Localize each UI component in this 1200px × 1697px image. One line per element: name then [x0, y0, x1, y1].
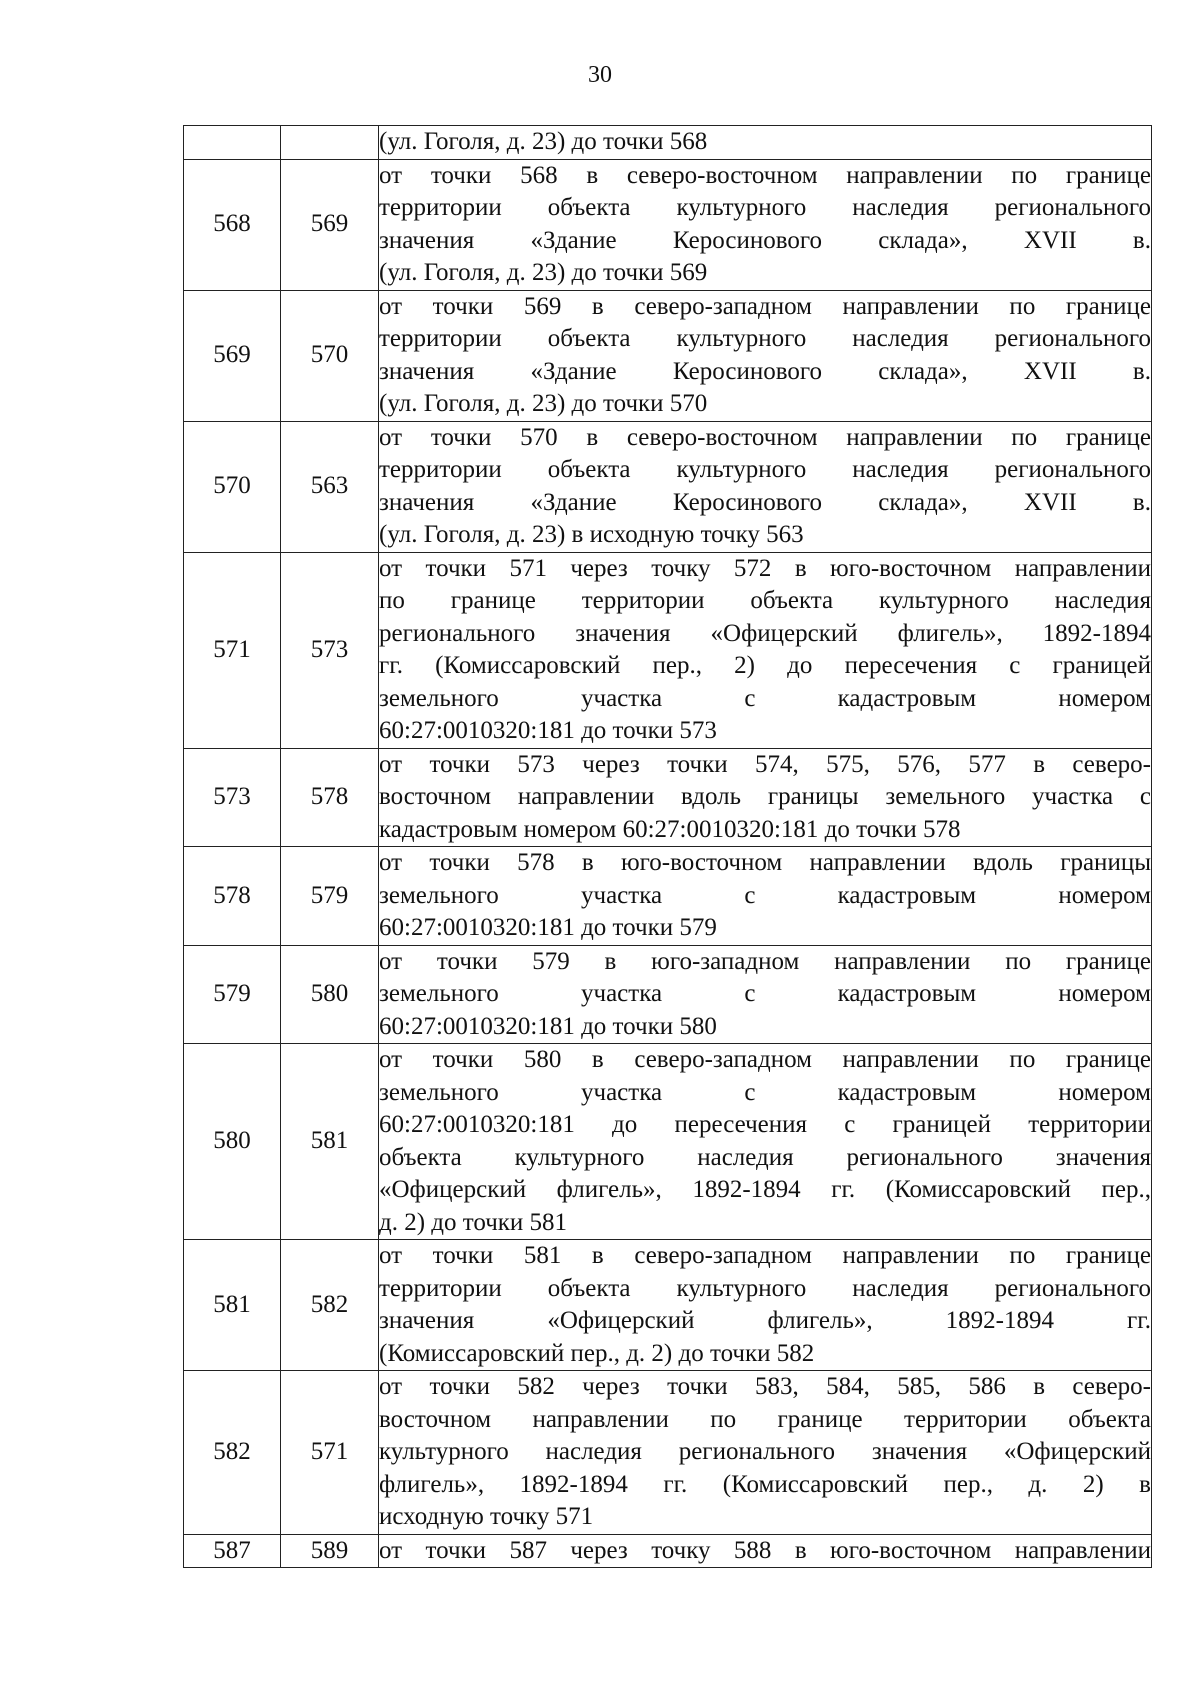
table-row — [184, 126, 1152, 160]
description-line: территории объекта культурного наследия регионального — [379, 325, 1151, 352]
to-point: 573 — [281, 552, 379, 748]
description-line: земельного участка с кадастровым номером — [379, 684, 1151, 712]
route-description — [379, 1371, 1152, 1535]
description-line: «Офицерский флигель», 1892-1894 гг. (Комиссаровский пер., — [379, 1176, 1151, 1203]
from-point: 580 — [184, 1044, 281, 1240]
table-row — [184, 1044, 1152, 1240]
to-point: 578 — [281, 748, 379, 847]
description-line: 60:27:0010320:181 до точки 579 — [379, 914, 717, 941]
description-line: гг. (Комиссаровский пер., 2) до пересечения с границей — [379, 652, 1151, 679]
description-line: 60:27:0010320:181 до точки 573 — [379, 717, 717, 744]
description-line: (ул. Гоголя, д. 23) до точки 568 — [379, 128, 708, 155]
from-point: 581 — [184, 1240, 281, 1371]
route-description — [379, 748, 1152, 847]
description-line: от точки 582 через точки 583, 584, 585, 586 в северо- — [379, 1373, 1151, 1400]
description-line: от точки 573 через точки 574, 575, 576, 577 в северо- — [379, 750, 1151, 778]
description-line: от точки 579 в юго-западном направлении по границе — [379, 947, 1151, 975]
to-point — [281, 126, 379, 160]
description-line: регионального значения «Офицерский флигель», 1892-1894 — [379, 619, 1151, 647]
description-line: земельного участка с кадастровым номером — [379, 980, 1151, 1007]
description-line: (ул. Гоголя, д. 23) до точки 570 — [379, 390, 708, 417]
from-point: 578 — [184, 847, 281, 946]
description-line: от точки 571 через точку 572 в юго-восточном направлении — [379, 554, 1151, 582]
description-line: территории объекта культурного наследия регионального — [379, 456, 1151, 483]
description-line: значения «Здание Керосинового склада», XVII в. — [379, 226, 1151, 254]
table-row — [184, 1534, 1152, 1568]
from-point: 573 — [184, 748, 281, 847]
description-line: (ул. Гоголя, д. 23) до точки 569 — [379, 259, 708, 286]
to-point: 579 — [281, 847, 379, 946]
description-line: земельного участка с кадастровым номером — [379, 1078, 1151, 1106]
from-point: 582 — [184, 1371, 281, 1535]
description-line: значения «Здание Керосинового склада», XVII в. — [379, 357, 1151, 385]
route-description — [379, 945, 1152, 1044]
to-point: 581 — [281, 1044, 379, 1240]
to-point: 563 — [281, 421, 379, 552]
description-line: от точки 587 через точку 588 в юго-восточном направлении — [379, 1536, 1151, 1564]
description-line: от точки 568 в северо-восточном направлении по границе — [379, 161, 1151, 189]
boundary-table — [183, 125, 1152, 1568]
route-description — [379, 847, 1152, 946]
description-line: объекта культурного наследия регионального значения — [379, 1143, 1151, 1171]
description-line: флигель», 1892-1894 гг. (Комиссаровский пер., д. 2) в — [379, 1470, 1151, 1498]
table-row — [184, 945, 1152, 1044]
to-point: 570 — [281, 290, 379, 421]
to-point: 580 — [281, 945, 379, 1044]
to-point: 582 — [281, 1240, 379, 1371]
description-line: культурного наследия регионального значения «Офицерский — [379, 1438, 1151, 1465]
description-line: 60:27:0010320:181 до пересечения с границей территории — [379, 1111, 1151, 1138]
table-row — [184, 552, 1152, 748]
from-point: 587 — [184, 1534, 281, 1568]
table-row — [184, 290, 1152, 421]
to-point: 589 — [281, 1534, 379, 1568]
route-description — [379, 126, 1152, 160]
table-row — [184, 1240, 1152, 1371]
description-line: значения «Офицерский флигель», 1892-1894 гг. — [379, 1307, 1151, 1334]
description-line: территории объекта культурного наследия регионального — [379, 1274, 1151, 1302]
route-description — [379, 421, 1152, 552]
description-line: значения «Здание Керосинового склада», XVII в. — [379, 488, 1151, 516]
table-row — [184, 159, 1152, 290]
description-line: восточном направлении по границе территории объекта — [379, 1405, 1151, 1433]
page-number: 30 — [588, 62, 612, 88]
description-line: от точки 578 в юго-восточном направлении вдоль границы — [379, 849, 1151, 876]
description-line: исходную точку 571 — [379, 1503, 594, 1530]
table-row — [184, 748, 1152, 847]
route-description — [379, 1240, 1152, 1371]
description-line: (Комиссаровский пер., д. 2) до точки 582 — [379, 1339, 815, 1367]
route-description — [379, 552, 1152, 748]
table-row — [184, 421, 1152, 552]
route-description — [379, 1534, 1152, 1568]
description-line: кадастровым номером 60:27:0010320:181 до точки 578 — [379, 815, 961, 843]
description-line: от точки 570 в северо-восточном направлении по границе — [379, 423, 1151, 451]
from-point: 571 — [184, 552, 281, 748]
route-description — [379, 290, 1152, 421]
from-point — [184, 126, 281, 160]
description-line: восточном направлении вдоль границы земельного участка с — [379, 783, 1151, 810]
from-point: 569 — [184, 290, 281, 421]
description-line: д. 2) до точки 581 — [379, 1208, 568, 1236]
description-line: по границе территории объекта культурного наследия — [379, 587, 1151, 614]
table-row — [184, 1371, 1152, 1535]
route-description — [379, 159, 1152, 290]
description-line: от точки 581 в северо-западном направлении по границе — [379, 1242, 1151, 1269]
description-line: земельного участка с кадастровым номером — [379, 881, 1151, 909]
table-row — [184, 847, 1152, 946]
description-line: 60:27:0010320:181 до точки 580 — [379, 1012, 717, 1040]
from-point: 568 — [184, 159, 281, 290]
description-line: от точки 569 в северо-западном направлении по границе — [379, 292, 1151, 320]
from-point: 570 — [184, 421, 281, 552]
from-point: 579 — [184, 945, 281, 1044]
description-line: от точки 580 в северо-западном направлении по границе — [379, 1046, 1151, 1073]
description-line: территории объекта культурного наследия регионального — [379, 194, 1151, 221]
to-point: 571 — [281, 1371, 379, 1535]
route-description — [379, 1044, 1152, 1240]
description-line: (ул. Гоголя, д. 23) в исходную точку 563 — [379, 521, 804, 548]
to-point: 569 — [281, 159, 379, 290]
